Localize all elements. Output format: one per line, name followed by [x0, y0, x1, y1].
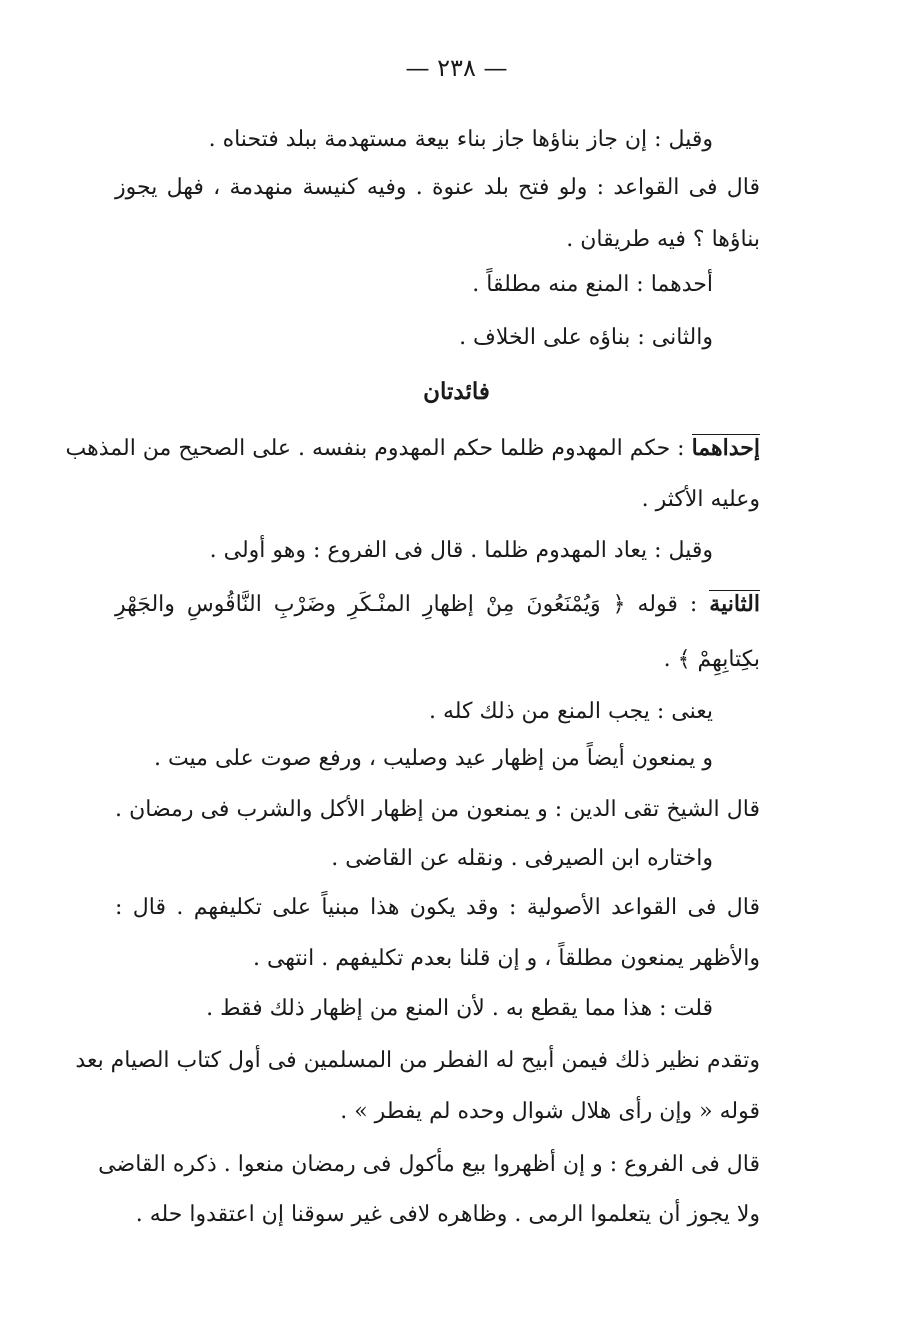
text-line-9-body: : قوله ﴿ وَيُمْنَعُونَ مِنْ إظهارِ المنْـكَرِ وضَرْبِ النَّاقُوسِ والجَهْرِ — [115, 592, 710, 617]
text-line-11: يعنى : يجب المنع من ذلك كله . — [428, 699, 713, 724]
text-line-21: ولا يجوز أن يتعلموا الرمى . وظاهره لافى غير سوقنا إن اعتقدوا حله . — [135, 1202, 760, 1227]
page-number: — ٢٣٨ — — [405, 54, 508, 82]
text-line-8: وقيل : يعاد المهدوم ظلما . قال فى الفروع : وهو أولى . — [209, 538, 713, 563]
text-line-20: قال فى الفروع : و إن أظهروا بيع مأكول فى رمضان منعوا . ذكره القاضى — [98, 1152, 760, 1177]
section-heading: فائدتان — [423, 378, 490, 405]
text-line-4: أحدهما : المنع منه مطلقاً . — [472, 272, 713, 297]
text-line-17: قلت : هذا مما يقطع به . لأن المنع من إظهار ذلك فقط . — [206, 996, 713, 1021]
text-line-18: وتقدم نظير ذلك فيمن أبيح له الفطر من المسلمين فى أول كتاب الصيام بعد — [75, 1048, 760, 1073]
text-line-13: قال الشيخ تقى الدين : و يمنعون من إظهار الأكل والشرب فى رمضان . — [115, 797, 760, 822]
text-line-9 — [115, 589, 760, 620]
term-second: الثانية — [709, 591, 760, 617]
text-line-12: و يمنعون أيضاً من إظهار عيد وصليب ، ورفع صوت على ميت . — [153, 746, 713, 771]
text-line-7: وعليه الأكثر . — [641, 487, 760, 512]
text-line-16: والأظهر يمنعون مطلقاً ، و إن قلنا بعدم تكليفهم . انتهى . — [252, 946, 760, 971]
text-line-19: قوله « وإن رأى هلال شوال وحده لم يفطر » . — [340, 1099, 760, 1124]
text-line-10: بكِتابِهِمْ ﴾ . — [663, 647, 760, 672]
text-line-5: والثانى : بناؤه على الخلاف . — [459, 325, 713, 350]
text-line-6 — [65, 433, 760, 464]
text-line-1: وقيل : إن جاز بناؤها جاز بناء بيعة مستهدمة ببلد فتحناه . — [208, 127, 713, 152]
text-line-14: واختاره ابن الصيرفى . ونقله عن القاضى . — [331, 846, 713, 871]
text-line-15: قال فى القواعد الأصولية : وقد يكون هذا مبنياً على تكليفهم . قال : — [115, 895, 760, 920]
text-line-2: قال فى القواعد : ولو فتح بلد عنوة . وفيه كنيسة منهدمة ، فهل يجوز — [115, 175, 760, 200]
term-first: إحداهما — [691, 435, 760, 461]
text-line-6-body: : حكم المهدوم ظلما حكم المهدوم بنفسه . على الصحيح من المذهب — [65, 436, 692, 461]
text-line-3: بناؤها ؟ فيه طريقان . — [566, 227, 760, 252]
